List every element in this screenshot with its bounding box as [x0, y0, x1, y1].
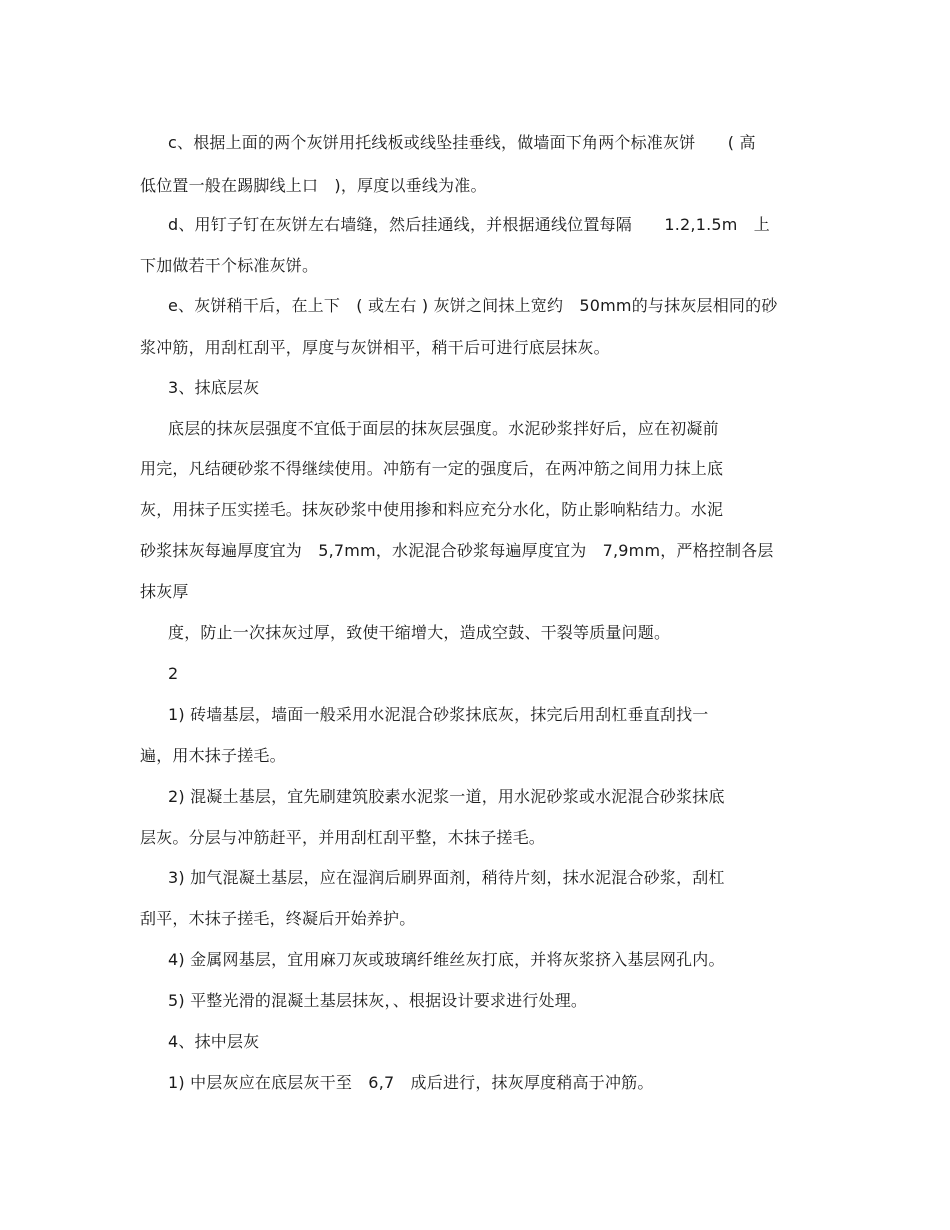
list-item-line: 层灰。分层与冲筋赶平，并用刮杠刮平整，木抹子搓毛。	[140, 828, 546, 847]
list-item-line: 刮平，木抹子搓毛，终凝后开始养护。	[140, 909, 416, 928]
section-number: 2	[168, 664, 179, 683]
paragraph-line: 低位置一般在踢脚线上口 )，厚度以垂线为准。	[140, 176, 487, 195]
list-item-line: 1) 砖墙基层，墙面一般采用水泥混合砂浆抹底灰，抹完后用刮杠垂直刮找一	[168, 705, 709, 724]
paragraph-line: c、根据上面的两个灰饼用托线板或线坠挂垂线，做墙面下角两个标准灰饼 ( 高	[168, 133, 756, 152]
list-item-line: 遍，用木抹子搓毛。	[140, 746, 286, 765]
list-item-line: 4) 金属网基层，宜用麻刀灰或玻璃纤维丝灰打底，并将灰浆挤入基层网孔内。	[168, 950, 725, 969]
paragraph-line: e、灰饼稍干后，在上下 ( 或左右 ) 灰饼之间抹上宽约 50mm的与抹灰层相同的砂	[168, 296, 778, 315]
paragraph-line: 浆冲筋，用刮杠刮平，厚度与灰饼相平，稍干后可进行底层抹灰。	[140, 338, 610, 357]
paragraph-line: 抹灰厚	[140, 582, 189, 601]
paragraph-line: 用完，凡结硬砂浆不得继续使用。冲筋有一定的强度后，在两冲筋之间用力抹上底	[140, 459, 724, 478]
paragraph-line: 度，防止一次抹灰过厚，致使干缩增大，造成空鼓、干裂等质量问题。	[168, 623, 671, 642]
list-item-line: 5) 平整光滑的混凝土基层抹灰，、根据设计要求进行处理。	[168, 991, 588, 1010]
paragraph-line: 底层的抹灰层强度不宜低于面层的抹灰层强度。水泥砂浆拌好后，应在初凝前	[168, 419, 719, 438]
list-item-line: 2) 混凝土基层，宜先刷建筑胶素水泥浆一道，用水泥砂浆或水泥混合砂浆抹底	[168, 787, 725, 806]
paragraph-line: 砂浆抹灰每遍厚度宜为 5,7mm，水泥混合砂浆每遍厚度宜为 7,9mm，严格控制各层	[140, 541, 774, 560]
section-heading: 3、抹底层灰	[168, 378, 260, 397]
paragraph-line: d、用钉子钉在灰饼左右墙缝，然后挂通线，并根据通线位置每隔 1.2,1.5m 上	[168, 215, 770, 234]
section-heading: 4、抹中层灰	[168, 1032, 260, 1051]
paragraph-line: 灰，用抹子压实搓毛。抹灰砂浆中使用掺和料应充分水化，防止影响粘结力。水泥	[140, 500, 724, 519]
paragraph-line: 下加做若干个标准灰饼。	[140, 256, 319, 275]
list-item-line: 1) 中层灰应在底层灰干至 6,7 成后进行，抹灰厚度稍高于冲筋。	[168, 1073, 654, 1092]
list-item-line: 3) 加气混凝土基层，应在湿润后刷界面剂，稍待片刻，抹水泥混合砂浆，刮杠	[168, 868, 725, 887]
